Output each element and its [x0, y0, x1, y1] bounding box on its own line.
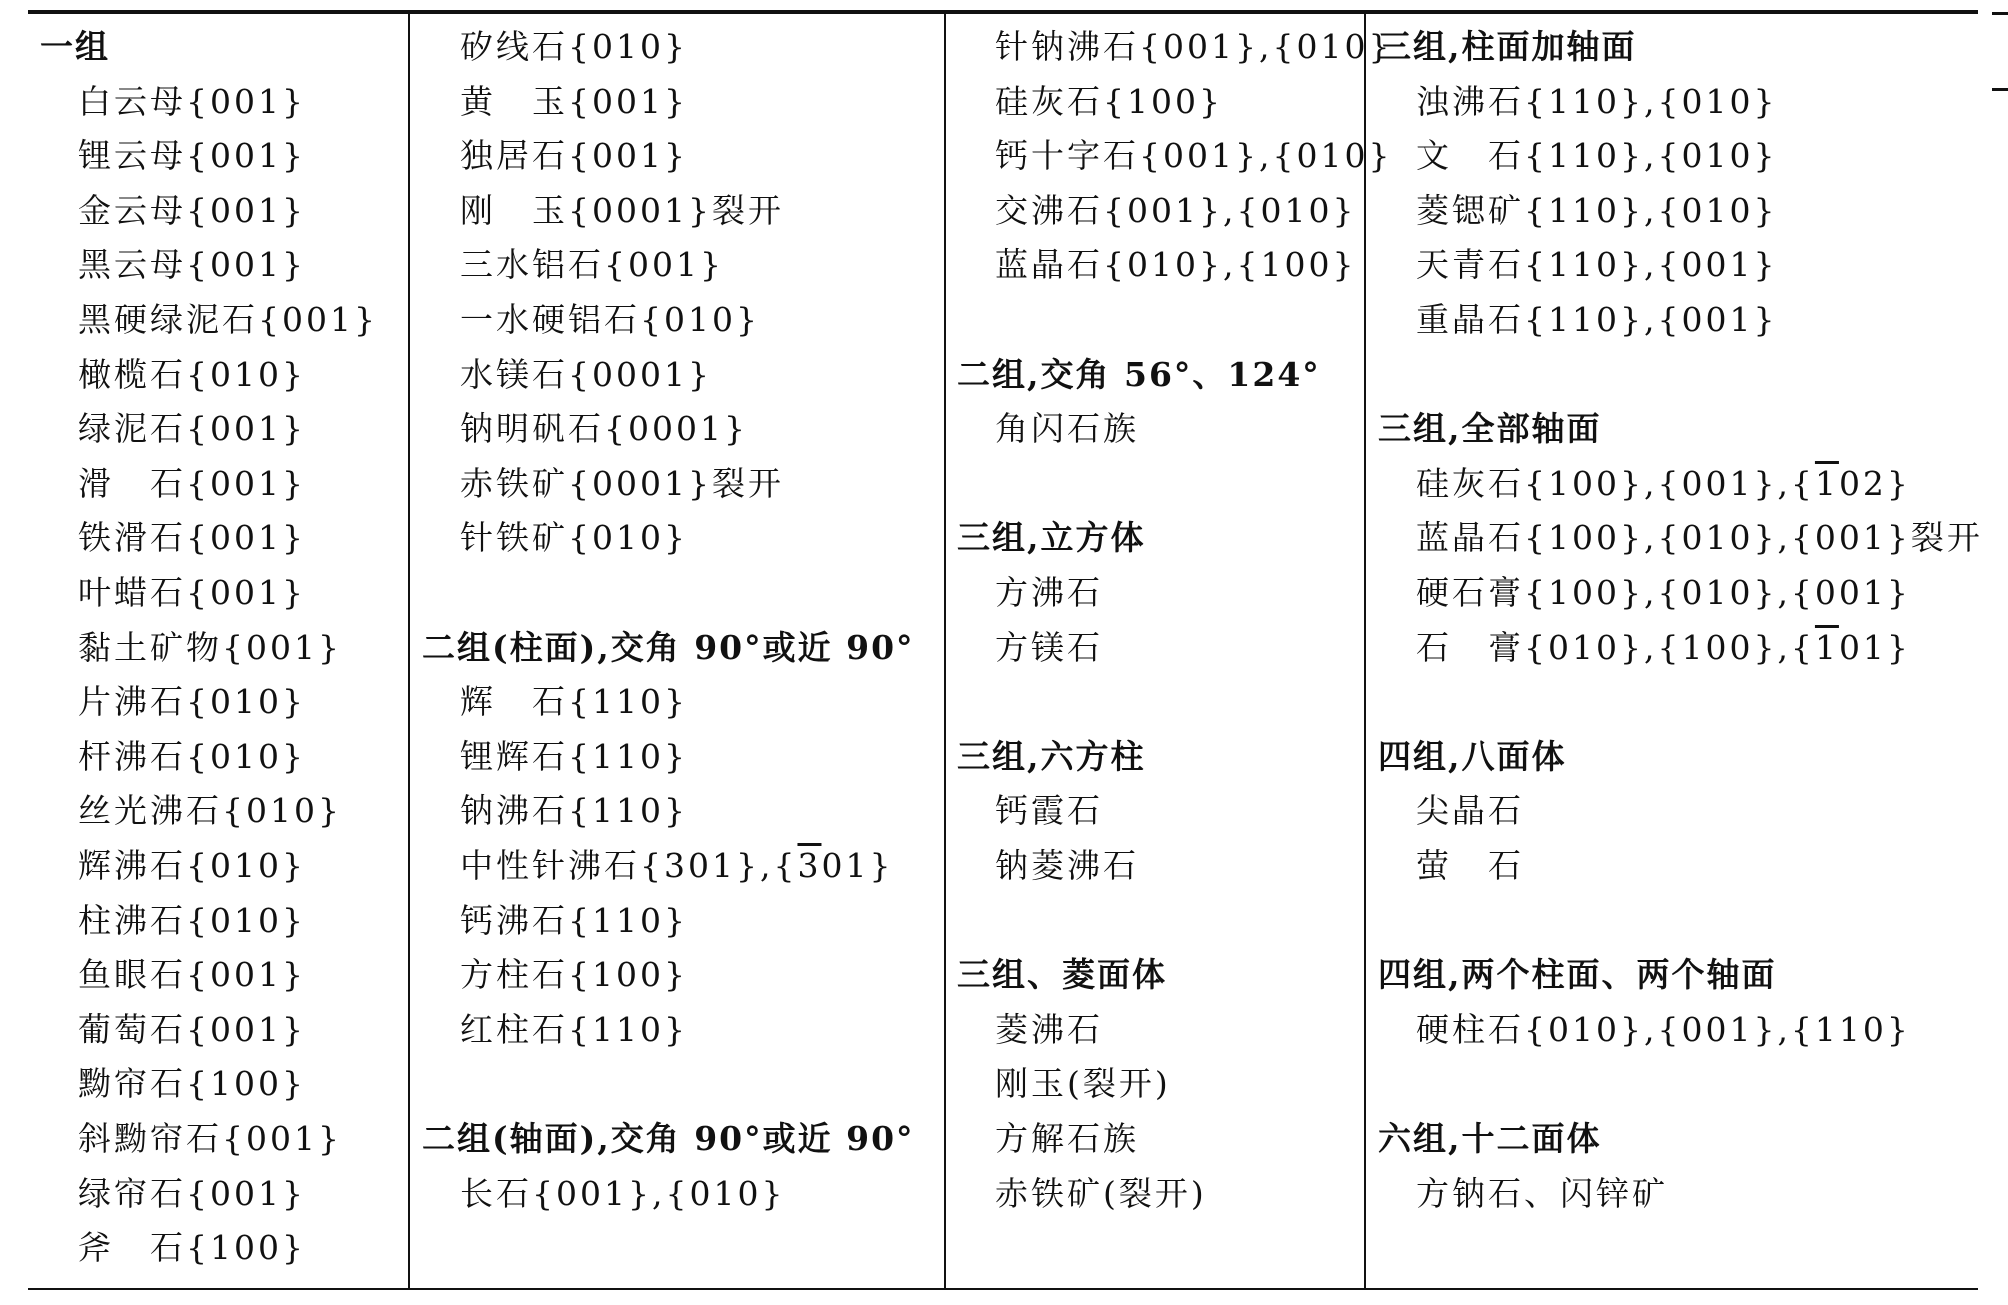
entry-text: 片沸石{010}: [78, 682, 306, 722]
edge-tick-mid: [1992, 88, 2008, 91]
group-heading: [957, 355, 1321, 395]
entry-text: 钙霞石: [995, 791, 1103, 831]
mineral-entry: [1378, 573, 1911, 613]
edge-tick-top: [1992, 12, 2008, 15]
entry-text: 杆沸石{010}: [78, 736, 306, 776]
entry-text-tail: 02}: [1838, 463, 1911, 503]
entry-text: 钙十字石{001},{010}: [995, 136, 1393, 176]
mineral-entry: [1378, 245, 1777, 285]
mineral-entry: [422, 737, 688, 777]
mineral-entry: [40, 355, 306, 395]
entry-text: 针钠沸石{001},{010}: [995, 27, 1393, 66]
entry-text: 钠明矾石{0001}: [460, 409, 748, 449]
entry-text: 三组,全部轴面: [1378, 409, 1602, 449]
entry-text: 钠菱沸石: [995, 846, 1139, 885]
entry-text: 铁滑石{001}: [78, 518, 306, 558]
mineral-entry: [422, 82, 688, 122]
column-divider-1: [408, 12, 410, 1288]
mineral-entry: [422, 846, 893, 886]
entry-text: 辉沸石{010}: [78, 846, 306, 885]
mineral-entry: [1378, 191, 1777, 231]
entry-text: 黄 玉{001}: [460, 81, 688, 121]
entry-text: 六组,十二面体: [1378, 1119, 1602, 1158]
entry-text: 黝帘石{100}: [78, 1064, 306, 1104]
group-heading: [957, 737, 1146, 777]
mineral-entry: [40, 1228, 306, 1268]
mineral-entry: [1378, 300, 1777, 340]
entry-text: 三组、菱面体: [957, 955, 1167, 995]
mineral-entry: [957, 136, 1392, 176]
group-heading: [422, 1119, 915, 1159]
entry-text: 角闪石族: [995, 409, 1139, 449]
entry-text: 三组,立方体: [957, 518, 1146, 558]
entry-text: 重晶石{110},{001}: [1416, 300, 1778, 339]
mineral-entry: [422, 409, 748, 449]
mineral-entry: [422, 901, 688, 941]
column-divider-3: [1364, 12, 1366, 1288]
mineral-entry: [957, 1010, 1103, 1050]
entry-text: 一水硬铝石{010}: [460, 300, 760, 339]
entry-text: 硬柱石{010},{001},{110}: [1416, 1009, 1911, 1049]
entry-text: 锂辉石{110}: [460, 736, 688, 776]
entry-text: 矽线石{010}: [460, 27, 688, 66]
mineral-entry: [1378, 791, 1524, 831]
mineral-entry: [957, 1119, 1139, 1159]
mineral-entry: [40, 846, 306, 886]
entry-text: 蓝晶石{010},{100}: [995, 245, 1357, 285]
entry-text: 黏土矿物{001}: [78, 627, 342, 667]
mineral-entry: [40, 191, 306, 231]
entry-text: 硅灰石{100}: [995, 81, 1223, 121]
column-divider-2: [944, 12, 946, 1288]
entry-text: 石 膏{010},{100},{: [1416, 627, 1815, 667]
mineral-entry: [957, 1174, 1207, 1214]
entry-text: 叶蜡石{001}: [78, 573, 306, 612]
mineral-entry: [422, 518, 688, 558]
entry-text: 菱锶矿{110},{010}: [1416, 190, 1778, 230]
bottom-rule: [28, 1288, 1978, 1290]
entry-text: 四组,两个柱面、两个轴面: [1378, 955, 1777, 995]
group-heading: [1378, 27, 1637, 67]
entry-text: 葡萄石{001}: [78, 1009, 306, 1049]
entry-text: 交沸石{001},{010}: [995, 190, 1357, 230]
overbar-digit: 1: [1814, 627, 1839, 667]
mineral-entry: [957, 245, 1356, 285]
mineral-entry: [957, 628, 1103, 668]
mineral-entry: [40, 300, 378, 340]
entry-text: 蓝晶石{100},{010},{001}裂开: [1416, 518, 1983, 558]
group-heading: [40, 27, 110, 67]
entry-text: 绿泥石{001}: [78, 409, 306, 449]
mineral-entry: [1378, 1010, 1911, 1050]
entry-text: 红柱石{110}: [460, 1009, 688, 1049]
entry-text: 方解石族: [995, 1119, 1139, 1158]
mineral-entry: [957, 846, 1139, 886]
entry-text: 一组: [40, 27, 110, 66]
entry-text: 三组,六方柱: [957, 736, 1146, 776]
entry-text: 菱沸石: [995, 1009, 1103, 1049]
entry-text: 绿帘石{001}: [78, 1173, 306, 1213]
group-heading: [957, 518, 1146, 558]
entry-text: 硬石膏{100},{010},{001}: [1416, 573, 1911, 612]
entry-text: 方钠石、闪锌矿: [1416, 1173, 1668, 1213]
entry-text: 鱼眼石{001}: [78, 955, 306, 995]
entry-text: 水镁石{0001}: [460, 354, 712, 394]
entry-text: 滑 石{001}: [78, 463, 306, 503]
entry-text: 萤 石: [1416, 846, 1524, 885]
group-heading: [422, 628, 915, 668]
mineral-entry: [40, 682, 306, 722]
mineral-entry: [40, 791, 342, 831]
entry-text: 锂云母{001}: [78, 136, 306, 176]
mineral-entry: [40, 1064, 306, 1104]
mineral-entry: [40, 82, 306, 122]
entry-text: 针铁矿{010}: [460, 518, 688, 558]
mineral-entry: [957, 27, 1392, 67]
mineral-entry: [422, 464, 784, 504]
mineral-entry: [422, 27, 688, 67]
entry-text: 三组,柱面加轴面: [1378, 27, 1637, 66]
mineral-entry: [957, 1064, 1171, 1104]
entry-text: 天青石{110},{001}: [1416, 245, 1778, 285]
mineral-entry: [1378, 846, 1524, 886]
entry-text: 二组,交角 56°、124°: [957, 354, 1321, 394]
mineral-entry: [40, 737, 306, 777]
mineral-entry: [957, 573, 1103, 613]
entry-text: 丝光沸石{010}: [78, 791, 342, 831]
entry-text: 柱沸石{010}: [78, 900, 306, 940]
entry-text: 二组(轴面),交角 90°或近 90°: [422, 1119, 915, 1158]
entry-text: 斧 石{100}: [78, 1228, 306, 1268]
group-heading: [1378, 955, 1777, 995]
mineral-entry: [40, 955, 306, 995]
mineral-entry: [422, 355, 712, 395]
entry-text-tail: 01}: [1838, 627, 1911, 667]
group-heading: [1378, 409, 1602, 449]
mineral-entry: [40, 136, 306, 176]
mineral-entry: [1378, 628, 1911, 668]
mineral-entry: [422, 1174, 785, 1214]
mineral-entry: [957, 409, 1139, 449]
entry-text: 赤铁矿(裂开): [995, 1173, 1207, 1213]
mineral-entry: [422, 136, 688, 176]
entry-text: 文 石{110},{010}: [1416, 136, 1778, 176]
entry-text: 尖晶石: [1416, 791, 1524, 831]
entry-text: 长石{001},{010}: [460, 1173, 786, 1213]
mineral-entry: [40, 1010, 306, 1050]
mineral-entry: [957, 82, 1223, 122]
mineral-entry: [40, 245, 306, 285]
mineral-entry: [1378, 136, 1777, 176]
mineral-entry: [957, 791, 1103, 831]
overbar-digit: 3: [797, 846, 822, 885]
mineral-entry: [422, 791, 688, 831]
entry-text: 黑云母{001}: [78, 245, 306, 285]
entry-text: 中性针沸石{301},{: [460, 846, 798, 885]
mineral-entry: [422, 682, 688, 722]
entry-text: 方沸石: [995, 573, 1103, 612]
mineral-entry: [40, 518, 306, 558]
mineral-entry: [422, 191, 784, 231]
entry-text: 斜黝帘石{001}: [78, 1119, 342, 1158]
entry-text: 白云母{001}: [78, 81, 306, 121]
entry-text: 钙沸石{110}: [460, 900, 688, 940]
mineral-entry: [422, 300, 760, 340]
mineral-entry: [40, 628, 342, 668]
mineral-entry: [422, 1010, 688, 1050]
entry-text: 黑硬绿泥石{001}: [78, 300, 378, 339]
mineral-entry: [40, 464, 306, 504]
entry-text: 赤铁矿{0001}裂开: [460, 463, 784, 503]
group-heading: [1378, 737, 1567, 777]
mineral-entry: [40, 409, 306, 449]
entry-text: 四组,八面体: [1378, 736, 1567, 776]
entry-text: 金云母{001}: [78, 190, 306, 230]
mineral-entry: [1378, 464, 1911, 504]
overbar-digit: 1: [1814, 463, 1839, 503]
entry-text: 辉 石{110}: [460, 682, 688, 722]
entry-text: 二组(柱面),交角 90°或近 90°: [422, 627, 915, 667]
mineral-entry: [40, 1119, 342, 1159]
mineral-entry: [422, 955, 688, 995]
mineral-entry: [1378, 518, 1983, 558]
mineral-entry: [1378, 82, 1777, 122]
entry-text: 独居石{001}: [460, 136, 688, 176]
mineral-entry: [422, 245, 724, 285]
entry-text: 硅灰石{100},{001},{: [1416, 463, 1815, 503]
entry-text: 三水铝石{001}: [460, 245, 724, 285]
entry-text: 方柱石{100}: [460, 955, 688, 995]
top-rule: [28, 10, 1978, 14]
mineral-entry: [40, 573, 306, 613]
mineral-entry: [957, 191, 1356, 231]
entry-text: 方镁石: [995, 627, 1103, 667]
group-heading: [1378, 1119, 1602, 1159]
entry-text: 橄榄石{010}: [78, 354, 306, 394]
entry-text: 刚玉(裂开): [995, 1064, 1171, 1104]
group-heading: [957, 955, 1167, 995]
entry-text: 钠沸石{110}: [460, 791, 688, 831]
entry-text: 刚 玉{0001}裂开: [460, 190, 784, 230]
entry-text: 浊沸石{110},{010}: [1416, 81, 1778, 121]
mineral-entry: [40, 1174, 306, 1214]
mineral-entry: [1378, 1174, 1668, 1214]
entry-text-tail: 01}: [821, 846, 894, 885]
mineral-entry: [40, 901, 306, 941]
